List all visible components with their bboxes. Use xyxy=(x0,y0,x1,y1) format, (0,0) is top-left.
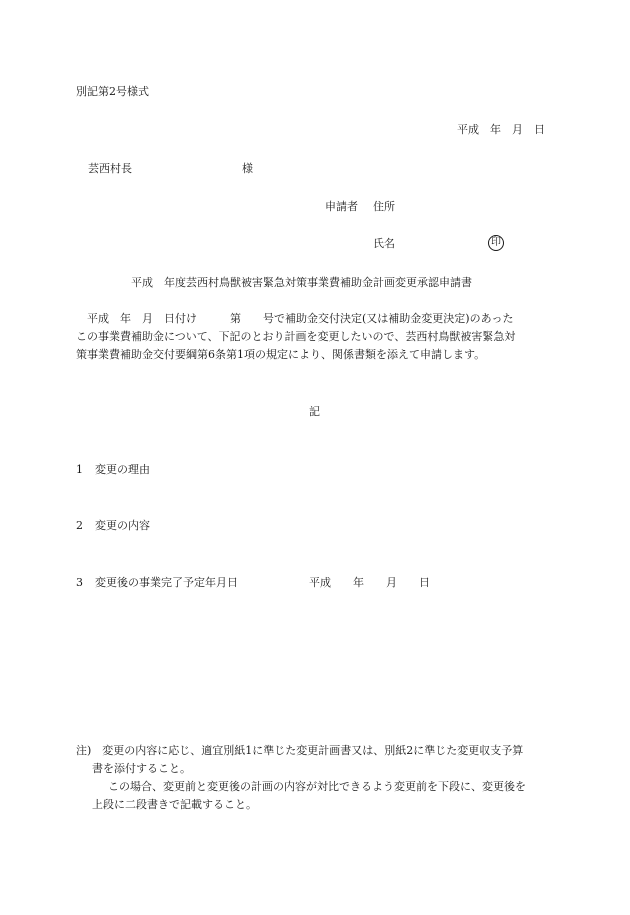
item-2-label: 変更の内容 xyxy=(95,519,150,532)
document-title: 平成 年度芸西村鳥獣被害緊急対策事業費補助金計画変更承認申請書 xyxy=(131,276,472,289)
addressee-name: 芸西村長 xyxy=(88,162,132,175)
item-1-number: 1 xyxy=(76,463,83,476)
seal-mark xyxy=(488,235,504,251)
item-3-number: 3 xyxy=(76,576,83,589)
note-line-4: 上段に二段書きで記載すること。 xyxy=(92,798,257,811)
body-line-2: この事業費補助金について、下記のとおり計画を変更したいので、芸西村鳥獣被害緊急対 xyxy=(76,330,516,343)
note-line-1 xyxy=(76,742,556,760)
notes-block xyxy=(76,742,556,814)
body-line-3: 策事業費補助金交付要綱第6条第1項の規定により、関係書類を添えて申請します。 xyxy=(76,348,486,361)
note-line-3: この場合、変更前と変更後の計画の内容が対比できるよう変更前を下段に、変更後を xyxy=(108,780,526,793)
applicant-label: 申請者 xyxy=(325,200,358,213)
note-prefix: 注) xyxy=(76,744,92,757)
note-line-2: 書を添付すること。 xyxy=(92,762,191,775)
item-3-label: 変更後の事業完了予定年月日 xyxy=(95,576,238,589)
item-1-label: 変更の理由 xyxy=(95,463,150,476)
body-line-1: 平成 年 月 日付け 第 号で補助金交付決定(又は補助金変更決定)のあった xyxy=(87,312,514,325)
body-paragraph xyxy=(76,310,556,364)
item-2-number: 2 xyxy=(76,519,83,532)
seal-icon: 印 xyxy=(488,235,504,251)
item-3-date: 平成 年 月 日 xyxy=(309,576,430,589)
form-id: 別記第2号様式 xyxy=(76,85,149,98)
applicant-name-label: 氏名 xyxy=(373,237,395,250)
date-line: 平成 年 月 日 xyxy=(457,123,545,136)
note-text-1: 変更の内容に応じ、適宜別紙1に準じた変更計画書又は、別紙2に準じた変更収支予算 xyxy=(102,744,524,757)
applicant-address-label: 住所 xyxy=(373,200,395,213)
addressee-honorific: 様 xyxy=(242,162,253,175)
ki-heading: 記 xyxy=(309,405,320,418)
